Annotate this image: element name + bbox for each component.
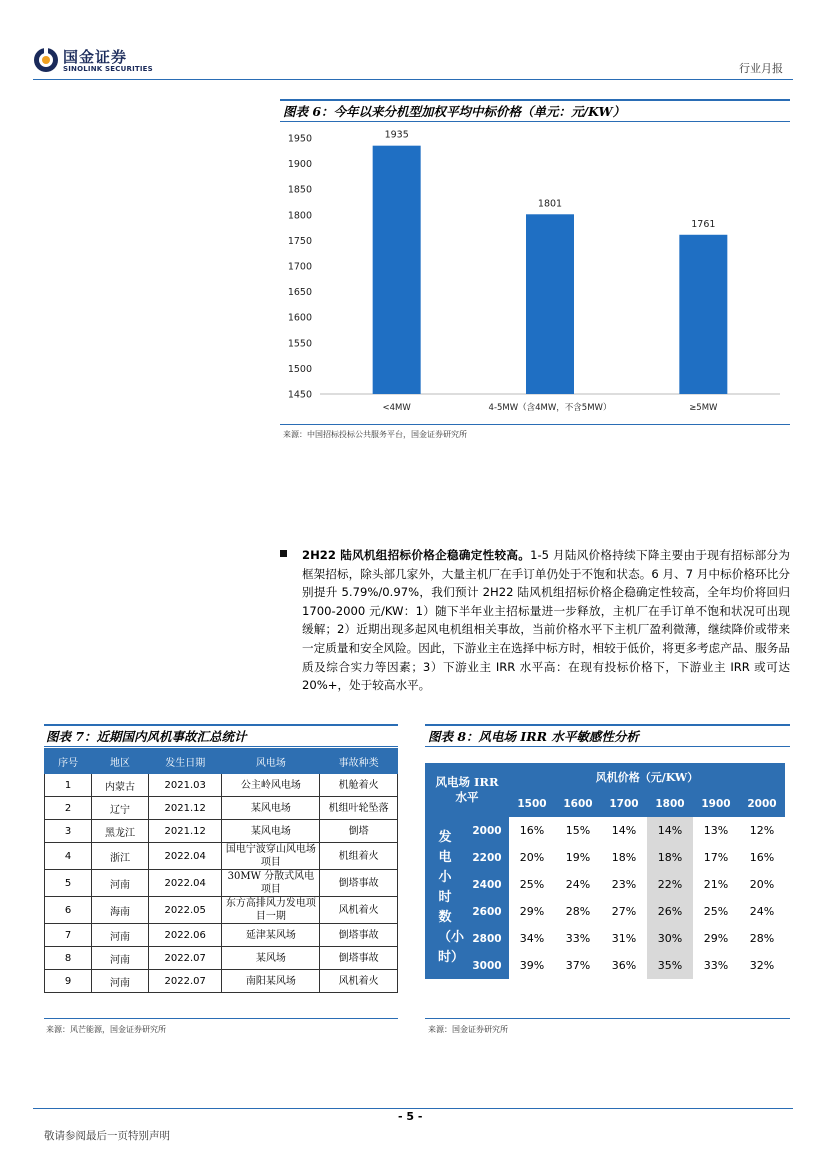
table-row <box>45 947 398 970</box>
irr-value-cell: 24% <box>565 878 591 891</box>
table-cell: 2021.03 <box>148 774 222 797</box>
irr-value-cell: 13% <box>703 824 729 837</box>
col-header: 序号 <box>45 749 92 774</box>
table-header-row <box>45 749 398 774</box>
table-row <box>45 797 398 820</box>
figure8-source: 来源：国金证券研究所 <box>428 1025 508 1034</box>
table-cell: 4 <box>45 843 92 870</box>
price-cell: 2000 <box>739 790 785 817</box>
table-cell: 倒塔事故 <box>320 924 398 947</box>
price-cell: 1800 <box>647 790 693 817</box>
bar-data-label: 1761 <box>691 218 716 230</box>
table-cell: 2021.12 <box>148 820 222 843</box>
price-cell: 1500 <box>509 790 555 817</box>
table-cell: 辽宁 <box>92 797 149 820</box>
irr-value-cell: 16% <box>519 824 545 837</box>
paragraph-lead: 2H22 陆风机组招标价格企稳确定性较高。 <box>302 548 531 562</box>
irr-value-cell: 15% <box>565 824 591 837</box>
y-tick-label: 1700 <box>287 261 312 273</box>
price-header: 风机价格（元/KW） <box>509 763 785 790</box>
irr-value-cell: 25% <box>703 905 729 918</box>
table-row <box>45 897 398 924</box>
logo-text-en: SINOLINK SECURITIES <box>63 65 153 73</box>
table-cell: 延津某风场 <box>222 924 320 947</box>
hours-cell: 3000 <box>465 952 509 979</box>
analysis-paragraph <box>280 546 790 695</box>
irr-value-cell: 18% <box>647 844 693 871</box>
table-cell: 倒塔事故 <box>320 870 398 897</box>
irr-value-row <box>425 871 785 898</box>
table-cell: 2022.05 <box>148 897 222 924</box>
table-row <box>45 820 398 843</box>
irr-value-row <box>425 817 785 844</box>
y-tick-label: 1500 <box>287 363 312 375</box>
hours-cell: 2200 <box>465 844 509 871</box>
table-cell: 2022.04 <box>148 843 222 870</box>
table-cell: 河南 <box>92 870 149 897</box>
table-cell: 机组叶轮坠落 <box>320 797 398 820</box>
bar-data-label: 1935 <box>384 129 409 141</box>
table-cell: 3 <box>45 820 92 843</box>
irr-value-cell: 37% <box>565 959 591 972</box>
table-cell: 东方高排风力发电项目一期 <box>222 897 320 924</box>
table-cell: 8 <box>45 947 92 970</box>
table-cell: 5 <box>45 870 92 897</box>
y-tick-label: 1550 <box>287 338 312 350</box>
table-cell: 某风场 <box>222 947 320 970</box>
table-cell: 海南 <box>92 897 149 924</box>
price-cell: 1900 <box>693 790 739 817</box>
bar <box>679 235 727 394</box>
irr-value-cell: 29% <box>519 905 545 918</box>
table-cell: 2022.07 <box>148 970 222 993</box>
table-cell: 黑龙江 <box>92 820 149 843</box>
figure7-title-rule <box>44 746 398 747</box>
irr-value-cell: 31% <box>611 932 637 945</box>
table-cell: 机组着火 <box>320 843 398 870</box>
price-cell: 1600 <box>555 790 601 817</box>
col-header: 地区 <box>92 749 149 774</box>
bar-data-label: 1801 <box>537 198 563 210</box>
table-cell: 6 <box>45 897 92 924</box>
irr-value-row <box>425 898 785 925</box>
irr-value-cell: 14% <box>611 824 637 837</box>
irr-value-cell: 14% <box>647 817 693 844</box>
table-cell: 河南 <box>92 970 149 993</box>
irr-value-cell: 12% <box>749 824 775 837</box>
paragraph-body: 1-5 月陆风价格持续下降主要由于现有招标部分为框架招标，除头部几家外，大量主机厂在手订单仍处于不饱和状态。6 月、7 月中标价格环比分别提升 5.79%/0.97%，我们预计 2H22 陆风机组招标价格企稳确定性较高，全年均价将回归 1700-2000 元/KW：1）随下半年业主招标量进一步释放，主机厂在手订单不饱和状况可出现缓解；2）近期出现多起风电机组相关事故，当前价格水平下主机厂盈利微薄，继续降价或带来一定质量和安全风险。因此，下游业主在选择中标方时，相较于低价，将更多考虑产品、服务品质及综合实力等因素；3）下游业主 IRR 水平高：在现有投标价格下，下游业主 IRR 或可达 20%+，处于较高水平。 <box>302 548 790 693</box>
bar-chart <box>280 124 790 424</box>
table-cell: 机舱着火 <box>320 774 398 797</box>
page-number: - 5 - <box>398 1110 423 1123</box>
irr-value-cell: 28% <box>565 905 591 918</box>
logo-text-cn: 国金证券 <box>63 48 128 66</box>
irr-value-row <box>425 844 785 871</box>
bar <box>373 146 421 394</box>
irr-sensitivity-table <box>425 763 785 978</box>
figure6-title: 图表 6：今年以来分机型加权平均中标价格（单元：元/KW） <box>283 104 626 119</box>
figure7-top-rule <box>44 724 398 726</box>
table-cell: 倒塔事故 <box>320 947 398 970</box>
y-tick-label: 1900 <box>287 159 312 171</box>
y-tick-label: 1800 <box>287 210 312 222</box>
table-cell: 风机着火 <box>320 970 398 993</box>
irr-value-cell: 34% <box>519 932 545 945</box>
table-row <box>45 970 398 993</box>
company-logo-icon <box>33 47 59 73</box>
figure6-title-rule <box>280 121 790 122</box>
irr-value-cell: 17% <box>703 851 729 864</box>
irr-value-cell: 39% <box>519 959 545 972</box>
irr-value-cell: 26% <box>647 898 693 925</box>
irr-value-cell: 25% <box>519 878 545 891</box>
table-cell: 7 <box>45 924 92 947</box>
hours-cell: 2800 <box>465 925 509 952</box>
irr-value-cell: 33% <box>703 959 729 972</box>
irr-value-cell: 35% <box>647 952 693 979</box>
figure6-bottom-rule <box>280 424 790 425</box>
irr-value-cell: 29% <box>703 932 729 945</box>
col-header: 风电场 <box>222 749 320 774</box>
report-type: 行业月报 <box>739 62 783 75</box>
irr-value-cell: 16% <box>749 851 775 864</box>
irr-value-cell: 30% <box>647 925 693 952</box>
irr-value-cell: 21% <box>703 878 729 891</box>
hours-cell: 2400 <box>465 871 509 898</box>
irr-value-cell: 23% <box>611 878 637 891</box>
col-header: 事故种类 <box>320 749 398 774</box>
table-row <box>45 843 398 870</box>
figure6-source: 来源：中国招标投标公共服务平台，国金证券研究所 <box>283 430 467 439</box>
figure8-title: 图表 8：风电场 IRR 水平敏感性分析 <box>428 729 639 744</box>
table-row <box>45 774 398 797</box>
irr-value-cell: 27% <box>611 905 637 918</box>
irr-corner-line: 水平 <box>455 790 479 804</box>
hours-cell: 2000 <box>465 817 509 844</box>
table-cell: 南阳某风场 <box>222 970 320 993</box>
irr-header-row <box>425 763 785 790</box>
figure8-title-rule <box>425 746 790 747</box>
irr-corner-label <box>425 763 509 817</box>
irr-value-cell: 28% <box>749 932 775 945</box>
bar <box>526 214 574 394</box>
table-cell: 9 <box>45 970 92 993</box>
table-row <box>45 870 398 897</box>
y-tick-label: 1450 <box>287 389 312 401</box>
x-category-label: 4-5MW（含4MW，不含5MW） <box>488 403 612 413</box>
figure8-bottom-rule <box>425 1018 790 1019</box>
x-category-label: ≥5MW <box>689 403 718 413</box>
irr-value-cell: 33% <box>565 932 591 945</box>
figure8-top-rule <box>425 724 790 726</box>
table-cell: 某风电场 <box>222 797 320 820</box>
table-cell: 河南 <box>92 947 149 970</box>
table-cell: 倒塔 <box>320 820 398 843</box>
hours-cell: 2600 <box>465 898 509 925</box>
irr-value-cell: 22% <box>647 871 693 898</box>
table-cell: 1 <box>45 774 92 797</box>
accident-table <box>44 748 398 993</box>
y-tick-label: 1950 <box>287 133 312 145</box>
table-cell: 内蒙古 <box>92 774 149 797</box>
y-tick-label: 1850 <box>287 184 312 196</box>
hours-side-label <box>425 817 465 979</box>
y-tick-label: 1650 <box>287 287 312 299</box>
irr-value-row <box>425 925 785 952</box>
table-cell: 30MW 分散式风电项目 <box>222 870 320 897</box>
irr-value-cell: 32% <box>749 959 775 972</box>
figure6-top-rule <box>280 99 790 101</box>
hours-side-text: 发电小时数（小时） <box>438 830 465 965</box>
irr-value-cell: 36% <box>611 959 637 972</box>
irr-value-cell: 20% <box>519 851 545 864</box>
x-category-label: <4MW <box>382 403 411 413</box>
figure7-title: 图表 7：近期国内风机事故汇总统计 <box>46 729 247 744</box>
irr-value-cell: 19% <box>565 851 591 864</box>
figure7-bottom-rule <box>44 1018 398 1019</box>
table-cell: 2022.07 <box>148 947 222 970</box>
table-cell: 浙江 <box>92 843 149 870</box>
col-header: 发生日期 <box>148 749 222 774</box>
table-cell: 公主岭风电场 <box>222 774 320 797</box>
table-cell: 某风电场 <box>222 820 320 843</box>
figure7-source: 来源：风芒能源，国金证券研究所 <box>46 1025 166 1034</box>
irr-corner-line: 风电场 IRR <box>435 775 499 789</box>
price-cell: 1700 <box>601 790 647 817</box>
y-tick-label: 1600 <box>287 312 312 324</box>
table-cell: 风机着火 <box>320 897 398 924</box>
irr-value-cell: 18% <box>611 851 637 864</box>
footer-disclaimer: 敬请参阅最后一页特别声明 <box>44 1130 170 1142</box>
table-row <box>45 924 398 947</box>
bullet-icon <box>280 550 287 557</box>
table-cell: 2 <box>45 797 92 820</box>
table-cell: 国电宁波穿山风电场项目 <box>222 843 320 870</box>
header-divider <box>33 79 793 80</box>
table-cell: 2021.12 <box>148 797 222 820</box>
irr-value-row <box>425 952 785 979</box>
irr-value-cell: 20% <box>749 878 775 891</box>
y-tick-label: 1750 <box>287 235 312 247</box>
table-cell: 2022.06 <box>148 924 222 947</box>
footer-divider <box>33 1108 793 1109</box>
irr-value-cell: 24% <box>749 905 775 918</box>
table-cell: 河南 <box>92 924 149 947</box>
table-cell: 2022.04 <box>148 870 222 897</box>
